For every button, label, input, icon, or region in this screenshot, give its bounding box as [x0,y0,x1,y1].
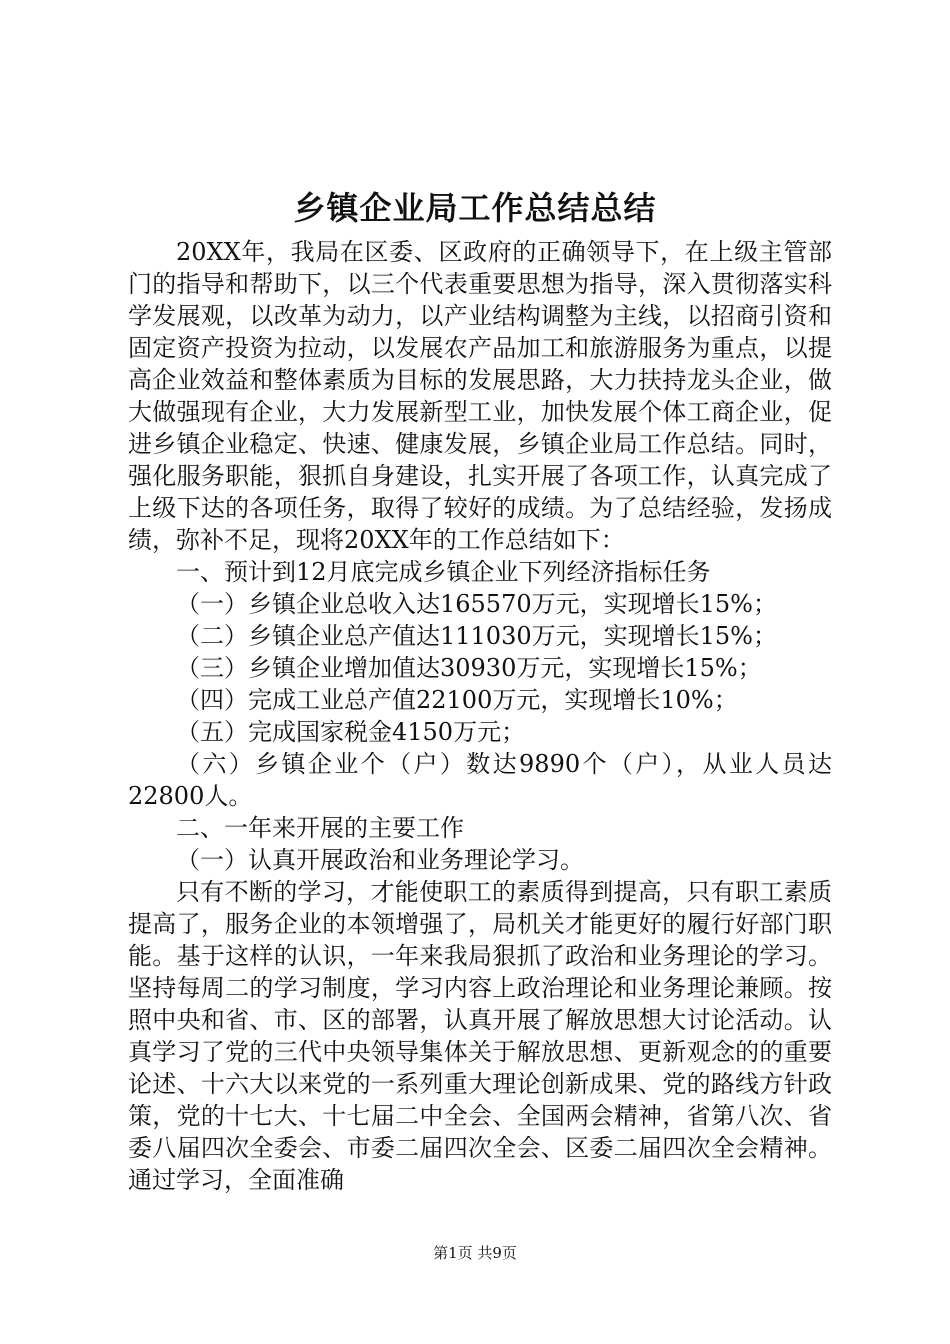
intro-paragraph: 20XX年，我局在区委、区政府的正确领导下，在上级主管部门的指导和帮助下，以三个代表重要思想为指导，深入贯彻落实科学发展观，以改革为动力，以产业结构调整为主线，以招商引资和固定资产投资为拉动，以发展农产品加工和旅游服务为重点，以提高企业效益和整体素质为目标的发展思路，大力扶持龙头企业，做大做强现有企业，大力发展新型工业，加快发展个体工商企业，促进乡镇企业稳定、快速、健康发展，乡镇企业局工作总结。同时，强化服务职能，狠抓自身建设，扎实开展了各项工作，认真完成了上级下达的各项任务，取得了较好的成绩。为了总结经验，发扬成绩，弥补不足，现将20XX年的工作总结如下： [128,238,832,554]
document-title: 乡镇企业局工作总结总结 [293,189,657,227]
section-heading-main-work: 二、一年来开展的主要工作 [176,814,464,842]
section-heading-targets: 一、预计到12月底完成乡镇企业下列经济指标任务 [176,558,711,586]
page-footer: 第1页 共9页 [433,1244,517,1262]
target-item-6: （六）乡镇企业个（户）数达9890个（户），从业人员达22800人。 [128,750,832,810]
target-item-1: （一）乡镇企业总收入达165570万元，实现增长15%； [176,590,777,618]
study-paragraph: 只有不断的学习，才能使职工的素质得到提高，只有职工素质提高了，服务企业的本领增强了，局机关才能更好的履行好部门职能。基于这样的认识，一年来我局狠抓了政治和业务理论的学习。坚持每周二的学习制度，学习内容上政治理论和业务理论兼顾。按照中央和省、市、区的部署，认真开展了解放思想大讨论活动。认真学习了党的三代中央领导集体关于解放思想、更新观念的的重要论述、十六大以来党的一系列重大理论创新成果、党的路线方针政策，党的十七大、十七届二中全会、全国两会精神，省第八次、省委八届四次全委会、市委二届四次全会、区委二届四次全会精神。通过学习，全面准确 [128,878,832,1194]
target-item-3: （三）乡镇企业增加值达30930万元，实现增长15%； [176,654,762,682]
document-body [128,236,832,1196]
target-item-2: （二）乡镇企业总产值达111030万元，实现增长15%； [176,622,777,650]
subsection-heading-study: （一）认真开展政治和业务理论学习。 [176,846,584,874]
target-item-5: （五）完成国家税金4150万元； [176,718,526,746]
target-item-4: （四）完成工业总产值22100万元，实现增长10%； [176,686,738,714]
